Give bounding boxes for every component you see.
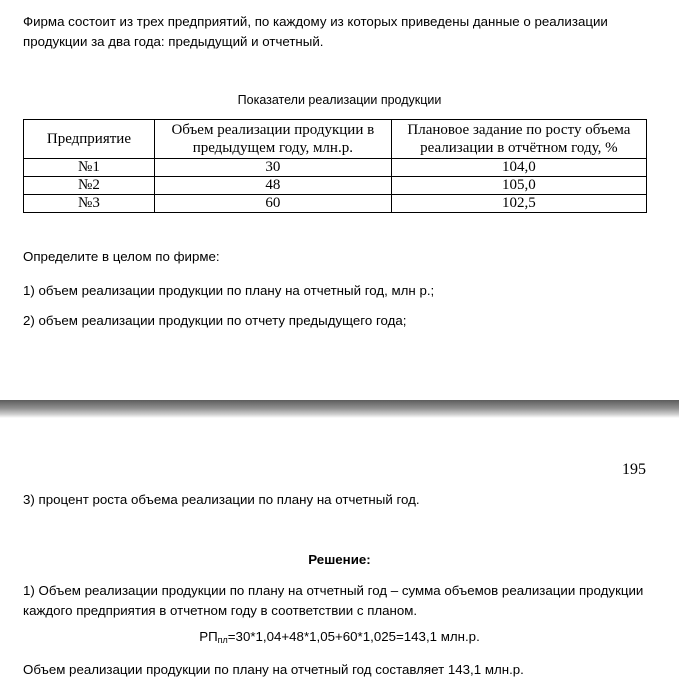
- solution-step-1: 1) Объем реализации продукции по плану на отчетный год – сумма объемов реализации продукции каждого предприятия в отчетном году в соответствии с планом.: [23, 583, 644, 618]
- table-cell: 102,5: [391, 195, 646, 213]
- table-row: [24, 177, 647, 195]
- table-caption: Показатели реализации продукции: [237, 93, 442, 107]
- question-1: 1) объем реализации продукции по плану на отчетный год, млн р.;: [23, 283, 435, 298]
- formula-expression: =30*1,04+48*1,05+60*1,025=143,1 млн.р.: [227, 629, 480, 644]
- table-cell: 48: [154, 177, 391, 195]
- formula-subscript: пл: [217, 635, 228, 645]
- formula: [0, 629, 679, 645]
- table-row: [24, 195, 647, 213]
- question-2: 2) объем реализации продукции по отчету предыдущего года;: [23, 313, 407, 328]
- table-cell: 60: [154, 195, 391, 213]
- formula-symbol: РП: [199, 629, 218, 644]
- table-cell: 105,0: [391, 177, 646, 195]
- question-3: 3) процент роста объема реализации по плану на отчетный год.: [23, 492, 420, 507]
- sales-table: [23, 119, 647, 213]
- document-page-2: [0, 418, 679, 683]
- page-break-separator: [0, 400, 679, 418]
- table-cell: 30: [154, 159, 391, 177]
- table-cell: №1: [24, 159, 155, 177]
- table-row: [24, 159, 647, 177]
- table-cell: №3: [24, 195, 155, 213]
- table-cell: №2: [24, 177, 155, 195]
- conclusion: Объем реализации продукции по плану на отчетный год составляет 143,1 млн.р.: [23, 662, 524, 677]
- header-plan-growth: Плановое задание по росту объема реализации в отчётном году, %: [391, 120, 646, 159]
- table-header-row: [24, 120, 647, 159]
- problem-intro: Фирма состоит из трех предприятий, по каждому из которых приведены данные о реализации продукции за два года: предыдущий и отчетный.: [23, 14, 608, 49]
- header-enterprise: Предприятие: [24, 120, 155, 159]
- header-previous-year-volume: Объем реализации продукции в предыдущем году, млн.р.: [154, 120, 391, 159]
- questions-intro: Определите в целом по фирме:: [23, 249, 220, 264]
- solution-title: Решение:: [308, 552, 371, 567]
- table-cell: 104,0: [391, 159, 646, 177]
- page-number: 195: [622, 461, 646, 478]
